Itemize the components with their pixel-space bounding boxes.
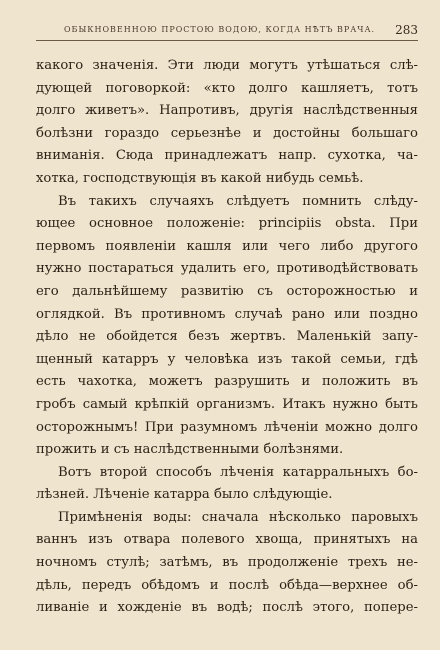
text-line: долго живетъ». Напротивъ, другія наслѣдственныя <box>36 103 418 119</box>
text-line: вниманія. Сюда принадлежатъ напр. сухотка, ча- <box>36 148 418 164</box>
text-line: осторожнымъ! При разумномъ лѣченіи можно долго <box>36 419 418 435</box>
page-body-text <box>36 55 418 620</box>
text-line: дующей поговоркой: «кто долго кашляетъ, тотъ <box>36 80 418 96</box>
text-line: дѣло не обойдется безъ жертвъ. Маленькій запу- <box>36 329 418 345</box>
text-line: ночномъ стулѣ; затѣмъ, въ продолженіе трехъ не- <box>36 555 418 571</box>
text-line: есть чахотка, можетъ разрушить и положить въ <box>36 374 418 390</box>
text-line: нужно постараться удалить его, противодѣйствовать <box>36 261 418 277</box>
text-line: какого значенія. Эти люди могутъ утѣшаться слѣ- <box>36 58 418 73</box>
text-line: хотка, господствующія въ какой нибудь семьѣ. <box>36 170 364 186</box>
text-line: ваннъ изъ отвара полевого хвоща, принятыхъ на <box>36 532 418 548</box>
running-header <box>36 24 418 41</box>
text-line: его дальнѣйшему развитію съ осторожностью и <box>36 283 418 299</box>
text-line: ющее основное положеніе: principiis obsta. При <box>36 216 418 232</box>
text-line: лѣзней. Лѣченіе катарра было слѣдующіе. <box>36 487 333 503</box>
text-line: Примѣненія воды: сначала нѣсколько паровыхъ <box>58 509 418 525</box>
text-line: ливаніе и хожденіе въ водѣ; послѣ этого, попере- <box>36 600 418 616</box>
text-line: Въ такихъ случаяхъ слѣдуетъ помнить слѣду- <box>58 193 418 209</box>
text-line: Вотъ второй способъ лѣченія катарральныхъ бо- <box>58 464 418 480</box>
page-number: 283 <box>395 23 418 37</box>
text-line: болѣзни гораздо серьезнѣе и достойны большаго <box>36 125 418 141</box>
text-line: дѣль, передъ обѣдомъ и послѣ обѣда—верхнее об- <box>36 577 418 593</box>
text-line: прожить и съ наслѣдственными болѣзнями. <box>36 442 344 458</box>
text-line: щенный катарръ у человѣка изъ такой семьи, гдѣ <box>36 351 418 367</box>
text-line: гробъ самый крѣпкій организмъ. Итакъ нужно быть <box>36 396 418 412</box>
text-line: оглядкой. Въ противномъ случаѣ рано или поздно <box>36 306 418 322</box>
running-title: ОБЫКНОВЕННОЮ ПРОСТОЮ ВОДОЮ, КОГДА НѢТЪ ВРАЧА. <box>64 25 376 34</box>
text-line: первомъ появленіи кашля или чего либо другого <box>36 238 418 254</box>
